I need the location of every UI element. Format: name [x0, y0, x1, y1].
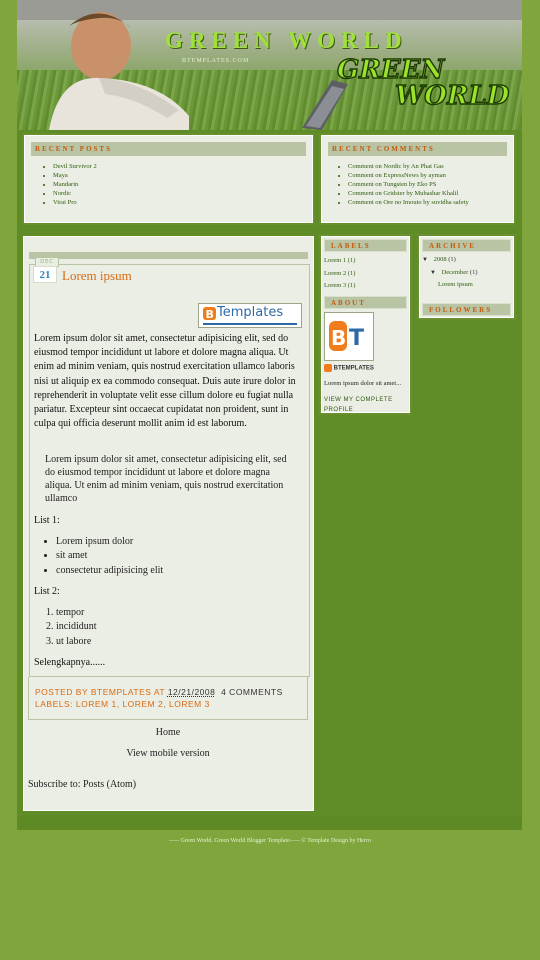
triangle-down-icon[interactable]: ▼ [422, 257, 428, 263]
labels-heading: LABELS [324, 239, 407, 252]
archive-year[interactable]: ▼ 2008 (1) [422, 256, 456, 263]
avatar[interactable] [324, 312, 374, 361]
subscribe-line [28, 779, 136, 790]
subscribe-label: Subscribe to: [28, 779, 81, 790]
archive-post[interactable]: Lorem ipsum [438, 281, 473, 288]
recent-post-item[interactable]: • Devil Survivor 2 [53, 162, 312, 171]
list-item: • sit amet [56, 549, 163, 563]
list-item: 3. ut labore [56, 635, 97, 649]
svg-text:WORLD: WORLD [395, 81, 510, 108]
svg-text:GREEN: GREEN [337, 55, 445, 85]
post-paragraph: Lorem ipsum dolor sit amet, consectetur adipisicing elit, sed do eiusmod tempor incididunt ut labore et dolore magna aliqua. Ut enim ad minim veniam, quis nostrud exercitation ullamco laboris nisi ut aliquip ex ea commodo consequat. Duis aute irure dolor in reprehenderit in voluptate velit esse cillum dolore eu fugiat nulla pariatur. Excepteur sint occaecat cupidatat non proident, sunt in culpa qui officia deserunt mollit anim id est laborum. [34, 333, 296, 430]
post-label-link[interactable]: LOREM 2 [122, 698, 164, 709]
comments-link[interactable]: 4 COMMENTS [221, 687, 283, 697]
labels-list [322, 252, 409, 293]
svg-text:B: B [331, 326, 347, 350]
btemplates-badge-underline [203, 323, 297, 325]
recent-posts-list [53, 162, 312, 207]
followers-heading: FOLLOWERS [422, 303, 511, 316]
home-link[interactable]: Home [155, 727, 181, 738]
about-heading: ABOUT [324, 296, 407, 309]
label-item[interactable]: Lorem 1 (1) [324, 257, 356, 264]
about-text: Lorem ipsum dolor sit amet... [324, 380, 402, 387]
archive-month[interactable]: ▼ December (1) [430, 268, 478, 276]
recent-post-item[interactable]: • Mandarin [53, 180, 312, 189]
post-label-link[interactable]: LOREM 3 [169, 698, 210, 709]
footer-credit: ----- Green World. Green World Blogger Template----- © Template Design by Herro [169, 838, 371, 844]
site-title[interactable]: GREEN WORLD [165, 28, 408, 53]
recent-comments-heading: RECENT COMMENTS [328, 142, 507, 156]
site-description: BTEMPLATES.COM [182, 58, 250, 64]
list-item: 2. incididunt [56, 620, 97, 634]
about-name[interactable]: BTEMPLATES [333, 365, 374, 372]
mobile-version-link[interactable]: View mobile version [126, 748, 210, 759]
list1-label: List 1: [34, 515, 60, 526]
recent-comment-item[interactable]: • Comment on Gridster by Mubashar Khalil [348, 189, 513, 198]
recent-posts-heading: RECENT POSTS [31, 142, 306, 156]
view-profile-link[interactable]: VIEW MY COMPLETE PROFILE [324, 397, 393, 413]
triangle-down-icon[interactable]: ▼ [430, 269, 436, 276]
avatar-bt-icon [325, 313, 373, 360]
post-list-1 [56, 535, 163, 578]
post-list-2 [56, 606, 97, 649]
at-label: AT [153, 687, 165, 697]
recent-post-item[interactable]: • Nordic [53, 189, 312, 198]
about-name-row [324, 364, 374, 374]
svg-text:B: B [205, 308, 214, 321]
post-day: 21 [33, 266, 57, 283]
subscribe-atom-link[interactable]: Posts (Atom) [83, 779, 137, 790]
list-item: • consectetur adipisicing elit [56, 564, 163, 578]
post-timestamp[interactable]: 12/21/2008 [167, 687, 216, 697]
btemplates-badge-label: Templates [217, 305, 284, 320]
svg-text:T: T [349, 326, 365, 351]
post-date-bar [29, 252, 308, 259]
header-person-illustration [39, 6, 199, 130]
recent-posts-panel [24, 135, 313, 223]
btemplates-badge[interactable] [198, 303, 302, 328]
list-item: • Lorem ipsum dolor [56, 535, 163, 549]
list2-label: List 2: [34, 586, 60, 597]
blogger-profile-icon [324, 364, 332, 372]
recent-comment-item[interactable]: • Comment on Nordic by An Phat Gas [348, 162, 513, 171]
header-banner [17, 0, 522, 130]
list-item: 1. tempor [56, 606, 97, 620]
post-title[interactable]: Lorem ipsum [62, 268, 132, 283]
recent-post-item[interactable]: • Virai Pro [53, 198, 312, 207]
archive-tree [420, 252, 513, 292]
sidebar-left [321, 236, 410, 413]
green-world-logo [335, 52, 520, 108]
label-item[interactable]: Lorem 3 (1) [324, 282, 356, 289]
posted-by-label: POSTED BY [35, 687, 88, 697]
read-more-link[interactable]: Selengkapnya...... [34, 657, 106, 668]
recent-comments-panel [321, 135, 514, 223]
label-item[interactable]: Lorem 2 (1) [324, 269, 356, 277]
recent-comments-list [348, 162, 513, 207]
post-label-link[interactable]: LOREM 1 [75, 698, 117, 709]
archive-heading: ARCHIVE [422, 239, 511, 252]
recent-comment-item[interactable]: • Comment on Tungsten by Eko PS [348, 180, 513, 189]
recent-post-item[interactable]: • Maya [53, 171, 312, 180]
post-footer: POSTED BY BTEMPLATES AT 12/21/2008 4 COMMENTS LABELS: LOREM 1, LOREM 2, LOREM 3 [28, 677, 308, 720]
post-month: DEC [35, 257, 59, 267]
sidebar-right [419, 236, 514, 318]
author-link[interactable]: BTEMPLATES [90, 687, 152, 697]
labels-label: LABELS: [35, 698, 73, 709]
recent-comment-item[interactable]: • Comment on Ore no Imouto by suvidha safety [348, 198, 513, 207]
recent-comment-item[interactable]: • Comment on ExpressNews by ayman [348, 171, 513, 180]
page-frame-bottom [17, 816, 522, 830]
post-blockquote: Lorem ipsum dolor sit amet, consectetur adipisicing elit, sed do eiusmod tempor incididunt ut labore et dolore magna aliqua. Ut enim ad minim veniam, quis nostrud exercitation ullamco [45, 454, 287, 504]
